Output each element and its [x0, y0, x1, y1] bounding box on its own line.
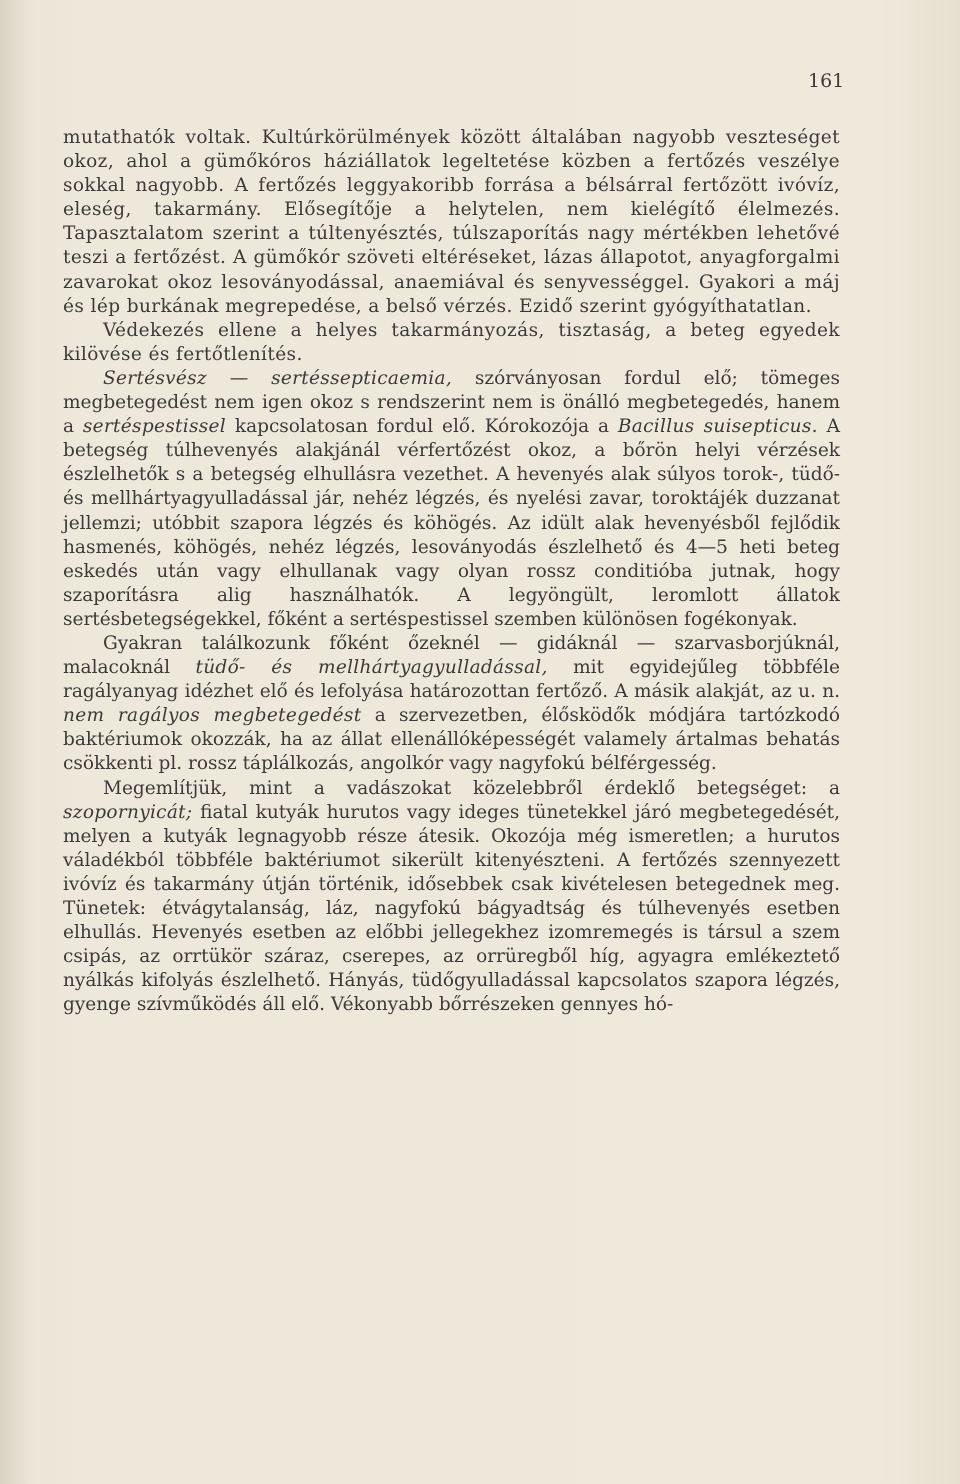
italic-term: tüdő- és mellhártyagyulladással, [195, 657, 548, 679]
paragraph-p4 [63, 632, 840, 777]
italic-term: Sertésvész [103, 367, 207, 389]
text-segment: fiatal kutyák hurutos vagy ideges tünetekkel járó megbetegedését, melyen a kutyák legnagyobb része átesik. Okozója még ismeretlen; a hurutos váladékból többféle baktériumot sikerült kitenyészteni. A fertőzés szennyezett ivóvíz és takarmány útján történik, idősebbek csak kivételesen betegednek meg. Tünetek: étvágytalanság, láz, nagyfokú bágyadtság és túlhevenyés esetben elhullás. Hevenyés esetben az előbbi jellegekhez izomremegés is társul a szem csipás, az orrtükör száraz, cserepes, az orrüregből híg, agyagra emlékeztető nyálkás kifolyás észlelhető. Hányás, tüdőgyulladással kapcsolatos szapora légzés, gyenge szívműködés áll elő. Vékonyabb bőrrészeken gennyes hó- [63, 801, 840, 1016]
page-number: 161 [808, 70, 845, 92]
paragraph-p5 [63, 777, 840, 1018]
italic-term: sertéssepticaemia, [271, 367, 453, 389]
text-segment: szórványosan fordul elő; tömeges megbetegedést nem igen okoz s rendszerint nem is önálló megbetegedés, hanem a [63, 367, 840, 438]
text-segment: mutathatók voltak. Kultúrkörülmények között általában nagyobb veszteséget okoz, ahol a gümőkóros háziállatok legeltetése közben a fertőzés veszélye sokkal nagyobb. A fertőzés leggyakoribb forrása a bélsárral fertőzött ivóvíz, eleség, takarmány. Elősegítője a helytelen, nem kielégítő élelmezés. Tapasztalatom szerint a túltenyésztés, túlszaporítás nagy mértékben lehetővé teszi a fertőzést. A gümőkór szöveti eltéréseket, lázas állapotot, anyagforgalmi zavarokat okoz lesoványodással, anaemiával és senyvességgel. Gyakori a máj és lép burkának megrepedése, a belső vérzés. Ezidő szerint gyógyíthatatlan. [63, 127, 840, 317]
body-text [63, 126, 840, 1017]
text-segment: Gyakran találkozunk főként őzeknél — gidáknál — szarvasborjúknál, malacoknál [63, 632, 840, 679]
text-segment: — [206, 367, 272, 389]
italic-term: Bacillus suisepticus. [617, 416, 818, 438]
text-segment: Megemlítjük, mint a vadászokat közelebbről érdeklő betegséget: a [103, 777, 840, 799]
italic-term: szopornyicát; [63, 801, 193, 823]
text-segment: a szervezetben, élősködők módjára tartózkodó baktériumok okozzák, ha az állat ellenállóképességét valamely ártalmas behatás csökkenti pl. rossz táplálkozás, angolkór vagy nagyfokú bélférgesség. [63, 705, 840, 775]
text-segment: A betegség túlhevenyés alakjánál vérfertőzést okoz, a bőrön helyi vérzések észlelhetők s a betegség elhullásra vezethet. A hevenyés alak súlyos torok-, tüdő- és mellhártyagyulladással jár, nehéz légzés, és nyelési zavar, toroktájék duzzanat jellemzi; utóbbit szapora légzés és köhögés. Az idült alak hevenyésből fejlődik hasmenés, köhögés, nehéz légzés, lesoványodás észlelhető és 4—5 heti beteg eskedés után vagy elhullanak vagy olyan rossz conditióba jutnak, hogy szaporításra alig használhatók. A legyöngült, leromlott állatok sertésbetegségekkel, főként a sertéspestissel szemben különösen fogékonyak. [63, 416, 840, 630]
text-segment: mit egyidejűleg többféle ragályanyag idézhet elő és lefolyása határozottan fertőző. A másik alakját, az u. n. [63, 657, 840, 703]
paragraph-p2 [63, 319, 840, 367]
italic-term: sertéspestissel [82, 416, 227, 438]
paragraph-p3 [63, 367, 840, 632]
text-segment: Védekezés ellene a helyes takarmányozás, tisztaság, a beteg egyedek kilövése és fertőtlenítés. [63, 319, 840, 365]
italic-term: nem ragályos megbetegedést [63, 705, 362, 727]
text-segment: kapcsolatosan fordul elő. Kórokozója a [226, 416, 618, 438]
paragraph-p1 [63, 126, 840, 319]
